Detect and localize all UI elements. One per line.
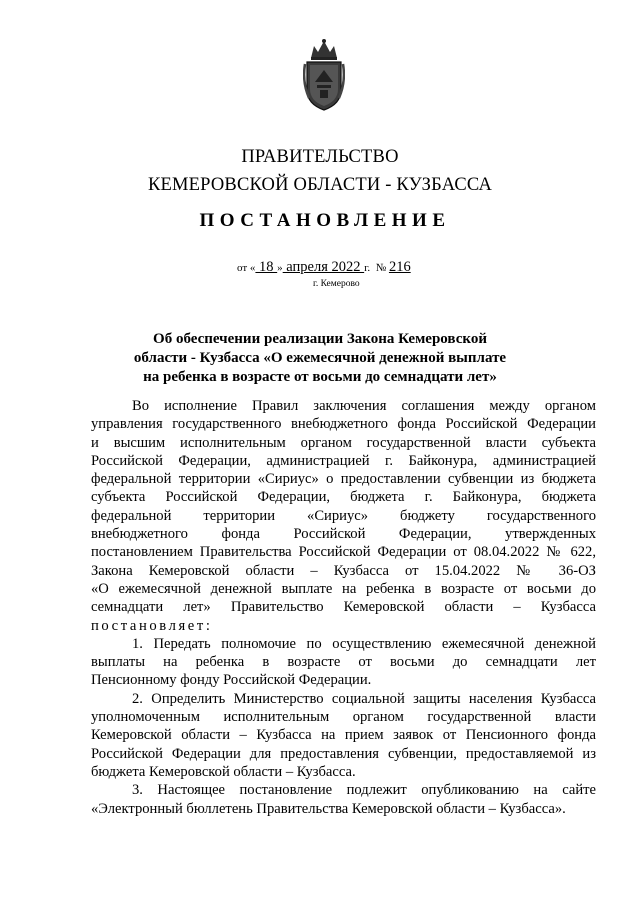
body-line: субъекта Российской Федерации, бюджета г. Байконура, бюджета (91, 489, 596, 506)
body-line: и высшим исполнительным органом государственной власти субъекта (91, 434, 596, 451)
body-line: постановлением Правительства Российской Федерации от 08.04.2022 № 622, (91, 544, 596, 561)
body-line: внебюджетного фонда Российской Федерации, утвержденных (91, 526, 596, 543)
body-line: выплаты на ребенка в возрасте от восьми до семнадцати лет (91, 654, 596, 671)
paragraph-item-1 (91, 635, 596, 690)
body-line: 2. Определить Министерство социальной защиты населения Кузбасса (132, 690, 596, 707)
number-sign: № (375, 262, 387, 274)
body-line: семнадцати лет» Правительство Кемеровской области – Кузбасса (91, 599, 596, 616)
body-line: Во исполнение Правил заключения соглашения между органом (132, 398, 596, 414)
government-name-line2: КЕМЕРОВСКОЙ ОБЛАСТИ - КУЗБАССА (147, 175, 493, 195)
document-date-number (237, 259, 437, 276)
paragraph-preamble (91, 397, 596, 635)
body-line: Пенсионному фонду Российской Федерации. (91, 672, 372, 689)
government-name-line1: ПРАВИТЕЛЬСТВО (241, 147, 399, 167)
body-line: «О ежемесячной денежной выплате на ребенка в возрасте от восьми до (91, 580, 596, 597)
body-line: уполномоченным исполнительным органом государственной власти (91, 709, 596, 726)
date-day-close: » (277, 262, 283, 274)
paragraph-item-2 (91, 690, 596, 781)
heading-line: области - Кузбасса «О ежемесячной денежной выплате (133, 350, 507, 366)
body-line: федеральной территории «Сириус» бюджету государственного (91, 507, 596, 524)
body-line: 3. Настоящее постановление подлежит опубликованию на сайте (132, 782, 596, 799)
date-day: 18 (255, 259, 278, 275)
body-line: «Электронный бюллетень Правительства Кемеровской области – Кузбасса». (91, 800, 566, 817)
heading-line: Об обеспечении реализации Закона Кемеровской (153, 331, 487, 347)
body-line: управления государственного внебюджетного фонда Российской Федерации (91, 416, 596, 433)
document-body (91, 397, 596, 818)
body-line: Закона Кемеровской области – Кузбасса от 15.04.2022 № 36-ОЗ (91, 562, 596, 579)
paragraph-item-3 (91, 781, 596, 818)
heading-line: на ребенка в возрасте от восьми до семнадцати лет» (143, 369, 497, 385)
date-month-year: апреля 2022 (282, 259, 365, 275)
document-heading (120, 330, 520, 387)
document-city: г. Кемерово (313, 279, 360, 289)
document-type: ПОСТАНОВЛЕНИЕ (199, 210, 451, 231)
body-line: Российской Федерации, администрацией г. Байконура, администрацией (91, 452, 596, 469)
body-line: федеральной территории «Сириус» о предоставлении субвенции из бюджета (91, 471, 596, 488)
document-number: 216 (388, 259, 411, 275)
body-line: Российской Федерации для предоставления субвенции, предоставляемой из (91, 745, 596, 762)
coat-of-arms-icon (303, 38, 345, 112)
body-line: 1. Передать полномочие по осуществлению ежемесячной денежной (132, 635, 596, 652)
date-prefix: от « (237, 262, 256, 274)
body-line: бюджета Кемеровской области – Кузбасса. (91, 763, 356, 780)
body-line: Кемеровской области – Кузбасса на прием заявок от Пенсионного фонда (91, 727, 596, 744)
resolves-word: постановляет: (91, 617, 213, 634)
date-year-suffix: г. (364, 262, 371, 274)
